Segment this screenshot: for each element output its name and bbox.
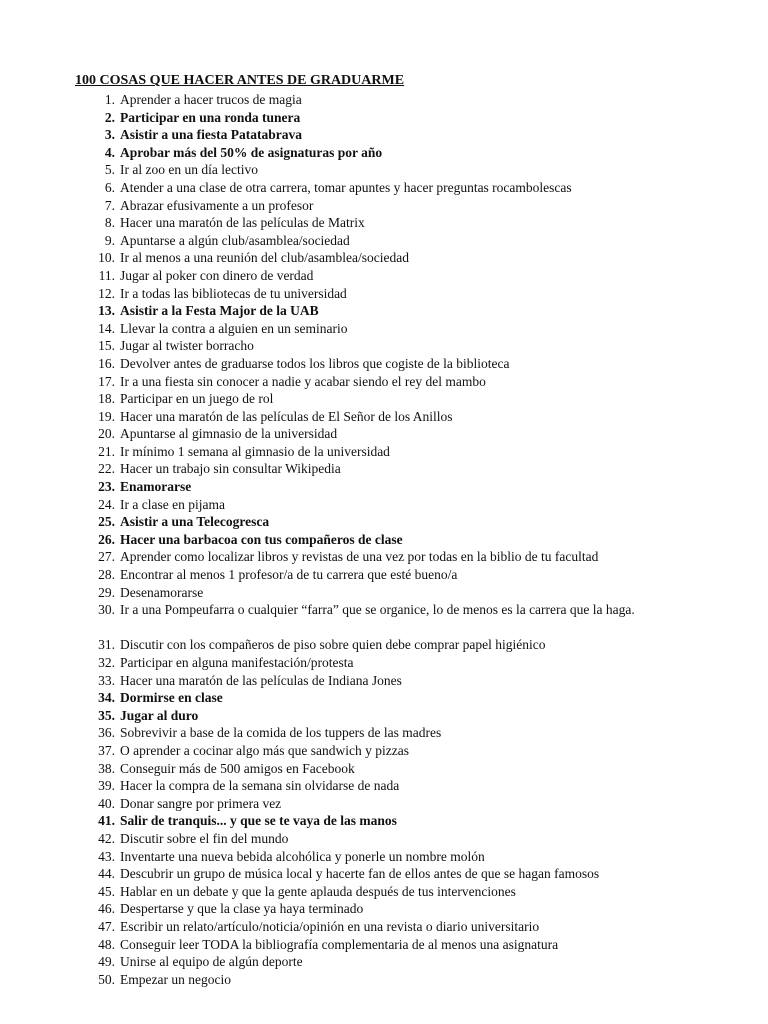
list-item [0,496,768,514]
item-text: Conseguir leer TODA la bibliografía complementaria de al menos una asignatura [120,936,559,952]
item-number: 26. [98,531,115,547]
item-text: Inventarte una nueva bebida alcohólica y ponerle un nombre molón [120,848,485,864]
item-number: 24. [98,496,115,512]
item-text: Enamorarse [120,479,192,495]
item-text: Hacer una maratón de las películas de Matrix [120,215,365,231]
item-number: 20. [98,426,115,442]
item-number: 1. [104,92,115,107]
item-text: Donar sangre por primera vez [120,795,282,811]
item-text: Discutir sobre el fin del mundo [120,830,289,846]
list-item [0,443,768,461]
list-item [0,953,768,971]
item-text: Ir a una fiesta sin conocer a nadie y acabar siendo el rey del mambo [120,373,486,389]
item-text: Jugar al duro [120,707,199,723]
item-text: Jugar al poker con dinero de verdad [120,267,314,283]
list-item [0,672,768,690]
list-item [0,760,768,778]
item-number: 11. [98,267,115,283]
item-number: 29. [98,584,115,600]
list-item [0,601,768,636]
item-text: Aprobar más del 50% de asignaturas por año [120,144,383,160]
item-number: 8. [104,215,115,231]
list-item [0,900,768,918]
list-item [0,566,768,584]
item-number: 33. [98,672,115,688]
item-number: 5. [104,162,115,178]
list-item [0,724,768,742]
list-item [0,373,768,391]
item-number: 31. [98,637,115,653]
item-text: Apuntarse a algún club/asamblea/sociedad [120,232,350,248]
item-text: Descubrir un grupo de música local y hacerte fan de ellos antes de que se hagan famosos [120,866,600,882]
item-text: Encontrar al menos 1 profesor/a de tu carrera que esté bueno/a [120,567,458,583]
list-item [0,584,768,602]
list-item [0,971,768,989]
item-number: 21. [98,443,115,459]
item-number: 41. [98,813,115,829]
item-number: 42. [98,830,115,846]
list-item [0,548,768,566]
item-text: Sobrevivir a base de la comida de los tuppers de las madres [120,725,442,741]
list-item [0,161,768,179]
list-item [0,355,768,373]
item-number: 9. [104,232,115,248]
item-number: 2. [104,109,115,125]
list-item [0,197,768,215]
item-text: Ir al zoo en un día lectivo [120,162,258,178]
item-text: Abrazar efusivamente a un profesor [120,197,314,213]
list-item [0,812,768,830]
item-number: 19. [98,408,115,424]
list-item [0,636,768,654]
item-number: 50. [98,971,115,987]
list-item [0,460,768,478]
list-item [0,865,768,883]
item-number: 25. [98,514,115,530]
item-text: Participar en alguna manifestación/protesta [120,655,354,670]
item-number: 27. [98,549,115,565]
list-item [0,689,768,707]
list-item [0,848,768,866]
item-number: 46. [98,901,115,917]
list-item [0,830,768,848]
item-text: Desenamorarse [120,584,204,600]
item-number: 39. [98,778,115,794]
list-item [0,654,768,672]
item-text: Hacer una maratón de las películas de El Señor de los Anillos [120,408,453,424]
item-number: 16. [98,355,115,371]
item-number: 38. [98,760,115,776]
list-item [0,285,768,303]
item-text: Asistir a una Telecogresca [120,514,270,530]
item-text: Salir de tranquis... y que se te vaya de las manos [120,813,397,829]
list-item [0,795,768,813]
item-text: Ir mínimo 1 semana al gimnasio de la universidad [120,443,390,459]
list-item [0,91,768,109]
item-number: 32. [98,655,115,670]
item-text: Atender a una clase de otra carrera, tomar apuntes y hacer preguntas rocambolescas [120,179,572,195]
list-item [0,918,768,936]
item-number: 37. [98,742,115,758]
item-list [0,91,768,988]
list-item [0,302,768,320]
document-title: 100 COSAS QUE HACER ANTES DE GRADUARME [75,73,405,88]
list-item [0,249,768,267]
item-number: 45. [98,883,115,899]
item-text: Hacer una barbacoa con tus compañeros de clase [120,531,403,547]
item-number: 35. [98,707,115,723]
item-text: Ir a clase en pijama [120,496,225,512]
item-text: Ir a una Pompeufarra o cualquier “farra” que se organice, lo de menos es la carrera que la haga. [120,602,635,618]
item-number: 22. [98,461,115,477]
list-item [0,883,768,901]
item-text: Empezar un negocio [120,971,231,987]
item-number: 15. [98,338,115,354]
list-item [0,478,768,496]
item-text: Despertarse y que la clase ya haya terminado [120,901,364,917]
item-text: O aprender a cocinar algo más que sandwich y pizzas [120,742,410,758]
item-number: 34. [98,690,115,706]
item-number: 40. [98,795,115,811]
item-text: Llevar la contra a alguien en un seminario [120,320,348,336]
item-text: Hacer una maratón de las películas de Indiana Jones [120,672,402,688]
item-text: Dormirse en clase [120,690,223,706]
item-text: Hablar en un debate y que la gente aplauda después de tus intervenciones [120,883,516,899]
item-number: 48. [98,936,115,952]
item-number: 6. [104,179,115,195]
item-number: 7. [104,197,115,213]
list-item [0,126,768,144]
item-number: 18. [98,391,115,407]
item-text: Escribir un relato/artículo/noticia/opinión en una revista o diario universitario [120,918,540,934]
list-item [0,267,768,285]
list-item [0,707,768,725]
item-text: Asistir a la Festa Major de la UAB [120,303,319,319]
item-number: 17. [98,373,115,389]
item-text: Participar en una ronda tunera [120,109,301,125]
item-text: Hacer la compra de la semana sin olvidarse de nada [120,778,400,794]
item-number: 28. [98,567,115,583]
item-text: Hacer un trabajo sin consultar Wikipedia [120,461,341,477]
item-number: 30. [98,602,115,618]
item-number: 4. [104,144,115,160]
item-text: Ir al menos a una reunión del club/asamblea/sociedad [120,250,410,266]
item-text: Unirse al equipo de algún deporte [120,954,303,970]
list-item [0,390,768,408]
list-item [0,144,768,162]
item-text: Jugar al twister borracho [120,338,254,354]
list-item [0,513,768,531]
item-text: Devolver antes de graduarse todos los libros que cogiste de la biblioteca [120,355,510,371]
item-text: Apuntarse al gimnasio de la universidad [120,426,338,442]
item-number: 36. [98,725,115,741]
list-item [0,109,768,127]
item-text: Conseguir más de 500 amigos en Facebook [120,760,355,776]
item-text: Discutir con los compañeros de piso sobre quien debe comprar papel higiénico [120,637,546,653]
list-item [0,214,768,232]
list-item [0,742,768,760]
item-text: Aprender a hacer trucos de magia [120,92,302,107]
list-item [0,232,768,250]
list-item [0,425,768,443]
list-item [0,531,768,549]
item-number: 49. [98,954,115,970]
item-number: 3. [104,127,115,143]
item-text: Participar en un juego de rol [120,391,274,407]
list-item [0,777,768,795]
list-item [0,936,768,954]
item-number: 44. [98,866,115,882]
list-item [0,408,768,426]
item-number: 47. [98,918,115,934]
list-item [0,179,768,197]
item-text: Ir a todas las bibliotecas de tu universidad [120,285,347,301]
item-number: 13. [98,303,115,319]
item-number: 23. [98,479,115,495]
item-number: 43. [98,848,115,864]
item-text: Asistir a una fiesta Patatabrava [120,127,302,143]
item-number: 12. [98,285,115,301]
list-item [0,337,768,355]
item-text: Aprender como localizar libros y revistas de una vez por todas en la biblio de tu facultad [120,549,599,565]
list-item [0,320,768,338]
item-number: 14. [98,320,115,336]
item-number: 10. [98,250,115,266]
